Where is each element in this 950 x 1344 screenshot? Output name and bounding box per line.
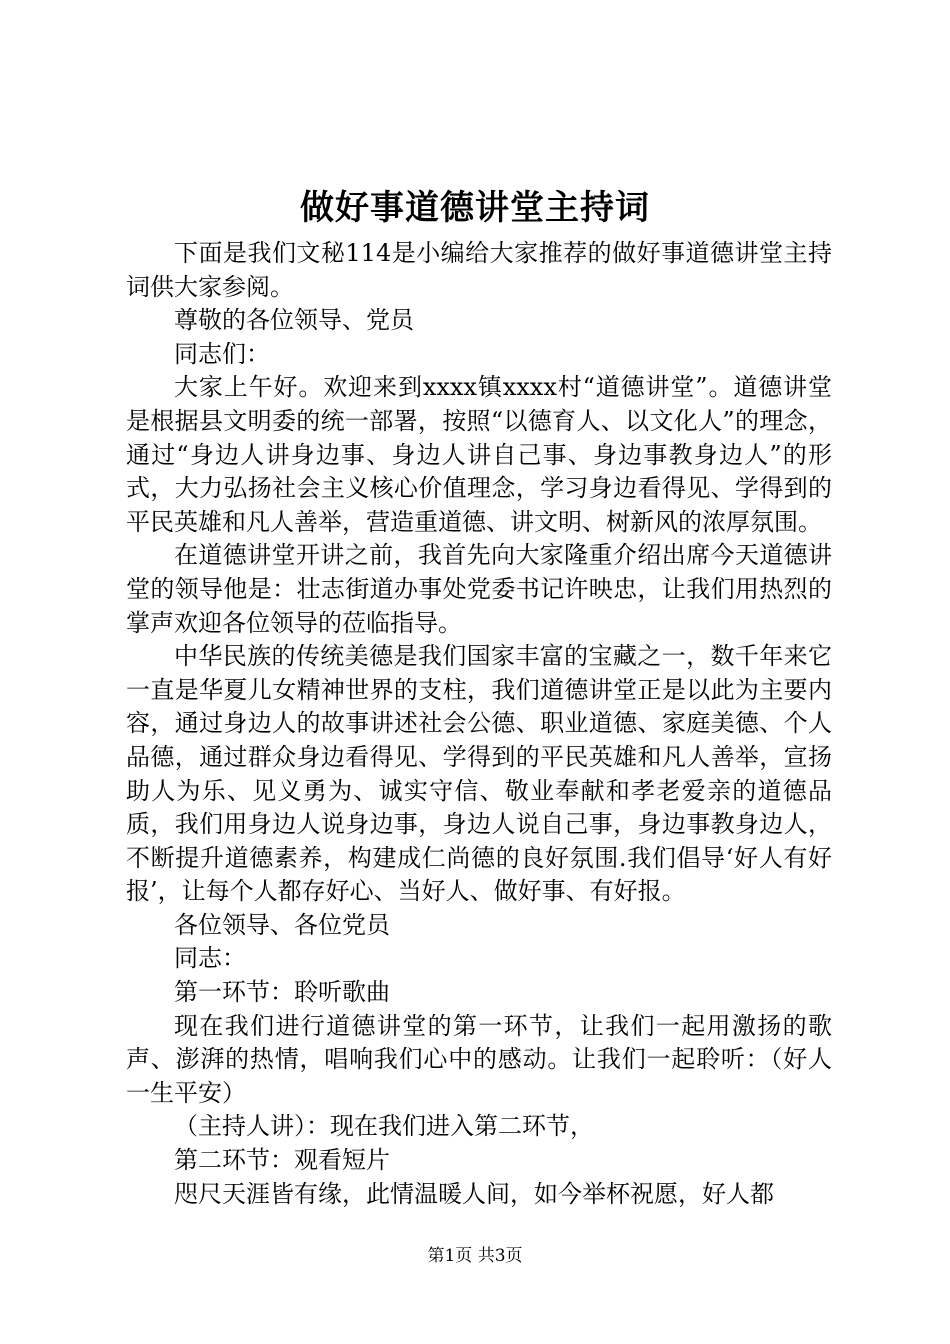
paragraph-section-1-text: 现在我们进行道德讲堂的第一环节，让我们一起用激扬的歌声、澎湃的热情，唱响我们心中的感动。让我们一起聆听：（好人一生平安） [126, 1011, 832, 1107]
page-number-footer: 第1页 共3页 [427, 1246, 523, 1266]
document-title: 做好事道德讲堂主持词 [300, 188, 650, 228]
paragraph-section-2-text: 咫尺天涯皆有缘，此情温暖人间，如今举杯祝愿，好人都 [174, 1179, 774, 1208]
paragraph-salutation-1: 尊敬的各位领导、党员 [174, 306, 414, 335]
paragraph-salutation-2: 同志们： [174, 339, 270, 368]
paragraph-virtues: 中华民族的传统美德是我们国家丰富的宝藏之一，数千年来它一直是华夏儿女精神世界的支柱，我们道德讲堂正是以此为主要内容，通过身边人的故事讲述社会公德、职业道德、家庭美德、个人品德，通过群众身边看得见、学得到的平民英雄和凡人善举，宣扬助人为乐、见义勇为、诚实守信、敬业奉献和孝老爱亲的道德品质，我们用身边人说身边事，身边人说自己事，身边事教身边人，不断提升道德素养，构建成仁尚德的良好氛围.我们倡导‘好人有好报’，让每个人都存好心、当好人、做好事、有好报。 [126, 642, 832, 906]
paragraph-salutation-3: 各位领导、各位党员 [174, 910, 390, 939]
paragraph-leaders: 在道德讲堂开讲之前，我首先向大家隆重介绍出席今天道德讲堂的领导他是：壮志街道办事处党委书记许映忠，让我们用热烈的掌声欢迎各位领导的莅临指导。 [126, 541, 832, 637]
paragraph-host-speech: （主持人讲）：现在我们进入第二环节， [174, 1112, 594, 1141]
paragraph-section-2-heading: 第二环节：观看短片 [174, 1146, 390, 1175]
document-body [126, 237, 832, 1211]
paragraph-section-1-heading: 第一环节：聆听歌曲 [174, 978, 390, 1007]
paragraph-intro: 下面是我们文秘114是小编给大家推荐的做好事道德讲堂主持词供大家参阅。 [126, 239, 832, 301]
paragraph-salutation-4: 同志： [174, 944, 246, 973]
paragraph-welcome: 大家上午好。欢迎来到xxxx镇xxxx村“道德讲堂”。道德讲堂是根据县文明委的统一部署，按照“以德育人、以文化人”的理念，通过“身边人讲身边事、身边人讲自己事、身边事教身边人”的形式，大力弘扬社会主义核心价值理念，学习身边看得见、学得到的平民英雄和凡人善举，营造重道德、讲文明、树新风的浓厚氛围。 [126, 373, 832, 536]
